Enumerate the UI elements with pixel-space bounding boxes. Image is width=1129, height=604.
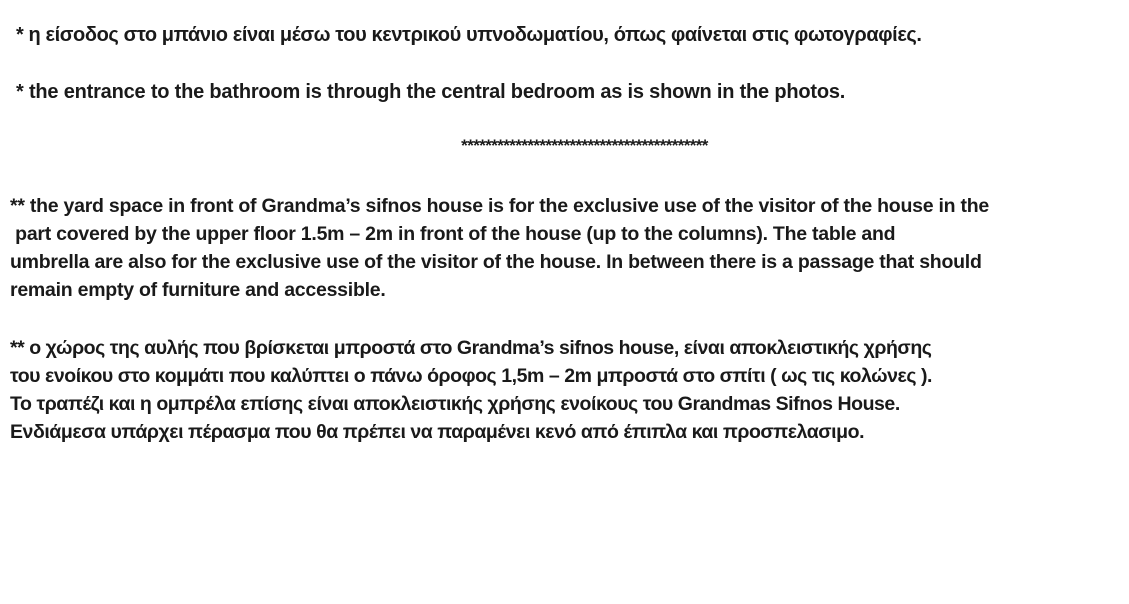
yard-note-greek-line: Ενδιάμεσα υπάρχει πέρασμα που θα πρέπει να παραμένει κενό από έπιπλα και προσπελασιμο. [10,421,865,443]
bathroom-note-english: * the entrance to the bathroom is through the central bedroom as is shown in the photos. [16,81,846,103]
yard-note-greek-line: του ενοίκου στο κομμάτι που καλύπτει ο πάνω όροφος 1,5m – 2m μπροστά στο σπίτι ( ως τις κολώνες ). [10,365,932,387]
yard-note-greek [10,334,1120,446]
yard-note-english [10,192,1120,304]
yard-note-english-line: remain empty of furniture and accessible. [10,279,386,301]
yard-note-greek-line: ** ο χώρος της αυλής που βρίσκεται μπροστά στο Grandma’s sifnos house, είναι αποκλειστικής χρήσης [10,337,932,359]
yard-note-english-line: ** the yard space in front of Grandma’s sifnos house is for the exclusive use of the visitor of the house in the [10,195,989,217]
yard-note-greek-line: Το τραπέζι και η ομπρέλα επίσης είναι αποκλειστικής χρήσης ενοίκους του Grandmas Sifnos House. [10,393,900,415]
bathroom-note-greek: * η είσοδος στο μπάνιο είναι μέσω του κεντρικού υπνοδωματίου, όπως φαίνεται στις φωτογραφίες. [16,24,922,46]
yard-note-english-line: umbrella are also for the exclusive use of the visitor of the house. In between there is a passage that should [10,251,982,273]
asterisk-separator: ***************************************** [461,136,708,155]
yard-note-english-line: part covered by the upper floor 1.5m – 2m in front of the house (up to the columns). The table and [10,223,896,245]
